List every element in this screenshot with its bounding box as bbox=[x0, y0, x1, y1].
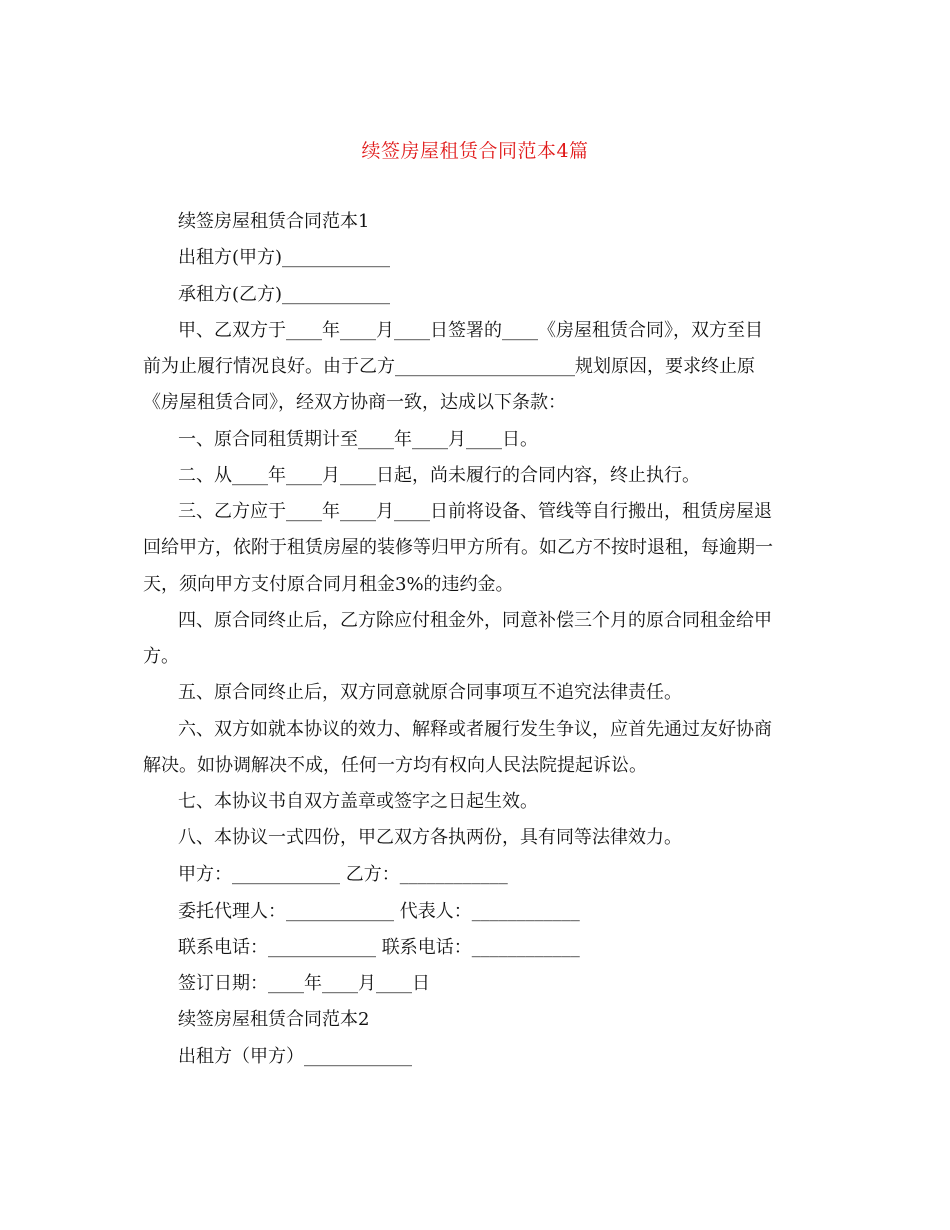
clause-4: 四、原合同终止后，乙方除应付租金外，同意补偿三个月的原合同租金给甲 bbox=[178, 610, 772, 631]
clause-4-continued: 方。 bbox=[143, 646, 179, 667]
lessor-line-2: 出租方（甲方）____________ bbox=[178, 1046, 412, 1067]
clause-1: 一、原合同租赁期计至____年____月____日。 bbox=[178, 429, 538, 450]
section-heading-1: 续签房屋租赁合同范本1 bbox=[178, 211, 370, 232]
clause-3-continued: 回给甲方，依附于租赁房屋的装修等归甲方所有。如乙方不按时退租，每逾期一 bbox=[143, 537, 773, 558]
clause-2: 二、从____年____月____日起，尚未履行的合同内容，终止执行。 bbox=[178, 465, 700, 486]
clause-7: 七、本协议书自双方盖章或签字之日起生效。 bbox=[178, 791, 538, 812]
clause-3: 三、乙方应于____年____月____日前将设备、管线等自行搬出，租赁房屋退 bbox=[178, 501, 772, 522]
signature-phones: 联系电话：____________ 联系电话：____________ bbox=[178, 937, 580, 958]
signature-parties: 甲方：____________ 乙方：____________ bbox=[178, 864, 508, 885]
section-heading-2: 续签房屋租赁合同范本2 bbox=[178, 1009, 370, 1030]
clause-8: 八、本协议一式四份，甲乙双方各执两份，具有同等法律效力。 bbox=[178, 827, 682, 848]
clause-5: 五、原合同终止后，双方同意就原合同事项互不追究法律责任。 bbox=[178, 682, 682, 703]
paragraph-line: 《房屋租赁合同》，经双方协商一致，达成以下条款： bbox=[143, 392, 566, 413]
signing-date: 签订日期：____年____月____日 bbox=[178, 973, 430, 994]
paragraph-line: 甲、乙双方于____年____月____日签署的____《房屋租赁合同》，双方至目 bbox=[178, 320, 763, 341]
lessee-line: 承租方(乙方)____________ bbox=[178, 284, 391, 305]
clause-6: 六、双方如就本协议的效力、解释或者履行发生争议，应首先通过友好协商 bbox=[178, 719, 772, 740]
paragraph-line: 前为止履行情况良好。由于乙方____________________规划原因，要求终止原 bbox=[143, 356, 755, 377]
lessor-line: 出租方(甲方)____________ bbox=[178, 247, 391, 268]
signature-agents: 委托代理人：____________ 代表人：____________ bbox=[178, 901, 580, 922]
clause-6-continued: 解决。如协调解决不成，任何一方均有权向人民法院提起诉讼。 bbox=[143, 755, 647, 776]
clause-3-continued: 天，须向甲方支付原合同月租金3%的违约金。 bbox=[143, 574, 514, 595]
document-title: 续签房屋租赁合同范本4篇 bbox=[361, 140, 589, 162]
